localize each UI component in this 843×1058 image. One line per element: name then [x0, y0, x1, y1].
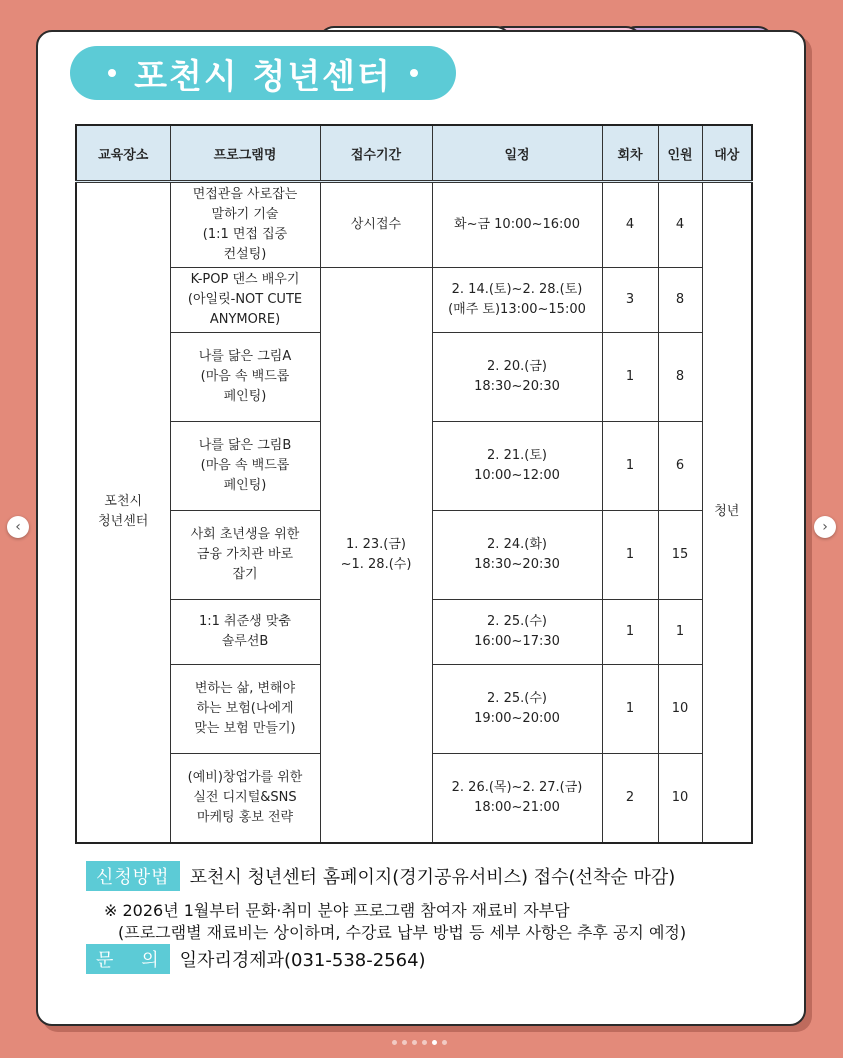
schedule-cell: 2. 25.(수) 16:00~17:30 — [432, 600, 602, 665]
carousel-dot[interactable] — [392, 1040, 397, 1045]
carousel-dot[interactable] — [442, 1040, 447, 1045]
note-line-2: (프로그램별 재료비는 상이하며, 수강료 납부 방법 등 세부 사항은 추후 공지 예정) — [118, 923, 687, 942]
people-cell: 10 — [658, 754, 702, 843]
carousel-dot[interactable] — [422, 1040, 427, 1045]
chevron-right-icon: › — [822, 519, 828, 535]
sessions-cell: 2 — [602, 754, 658, 843]
people-cell: 8 — [658, 333, 702, 422]
schedule-table — [75, 124, 753, 844]
sessions-cell: 1 — [602, 665, 658, 754]
carousel-dot-active[interactable] — [432, 1040, 437, 1045]
schedule-cell: 2. 24.(화) 18:30~20:30 — [432, 511, 602, 600]
schedule-cell: 2. 26.(목)~2. 27.(금) 18:00~21:00 — [432, 754, 602, 843]
table-row — [76, 182, 752, 268]
schedule-cell: 2. 20.(금) 18:30~20:30 — [432, 333, 602, 422]
header-schedule: 일정 — [432, 125, 602, 182]
sessions-cell: 1 — [602, 600, 658, 665]
header-period: 접수기간 — [320, 125, 432, 182]
sessions-cell: 1 — [602, 511, 658, 600]
title-dot-right — [410, 69, 418, 77]
chevron-left-icon: ‹ — [15, 519, 21, 535]
program-cell: 사회 초년생을 위한 금융 가치관 바로 잡기 — [170, 511, 320, 600]
schedule-cell: 2. 14.(토)~2. 28.(토) (매주 토)13:00~15:00 — [432, 268, 602, 333]
table-row — [76, 268, 752, 333]
table-header-row — [76, 125, 752, 182]
title-banner — [70, 46, 456, 100]
header-target: 대상 — [702, 125, 752, 182]
program-cell: 나를 닮은 그림B (마음 속 백드롭 페인팅) — [170, 422, 320, 511]
carousel-dot[interactable] — [412, 1040, 417, 1045]
program-cell: 면접관을 사로잡는 말하기 기술 (1:1 면접 집중 컨설팅) — [170, 182, 320, 268]
carousel-dot[interactable] — [402, 1040, 407, 1045]
apply-method — [86, 861, 675, 891]
contact-text: 일자리경제과(031-538-2564) — [179, 950, 426, 971]
sessions-cell: 3 — [602, 268, 658, 333]
note-line-1: ※ 2026년 1월부터 문화·취미 분야 프로그램 참여자 재료비 자부담 — [104, 901, 570, 920]
schedule-cell: 2. 21.(토) 10:00~12:00 — [432, 422, 602, 511]
contact-label: 문 의 — [86, 944, 170, 974]
period-cell: 상시접수 — [320, 182, 432, 268]
target-cell: 청년 — [702, 182, 752, 843]
period-cell: 1. 23.(금) ~1. 28.(수) — [320, 268, 432, 843]
apply-text: 포천시 청년센터 홈페이지(경기공유서비스) 접수(선착순 마감) — [189, 867, 676, 888]
program-cell: 변하는 삶, 변해야 하는 보험(나에게 맞는 보험 만들기) — [170, 665, 320, 754]
header-sessions: 회차 — [602, 125, 658, 182]
sessions-cell: 4 — [602, 182, 658, 268]
title-dot-left — [108, 69, 116, 77]
program-cell: K-POP 댄스 배우기 (아일릿-NOT CUTE ANYMORE) — [170, 268, 320, 333]
program-cell: 나를 닮은 그림A (마음 속 백드롭 페인팅) — [170, 333, 320, 422]
program-cell: (예비)창업가를 위한 실전 디지털&SNS 마케팅 홍보 전략 — [170, 754, 320, 843]
contact-info — [86, 944, 426, 974]
people-cell: 8 — [658, 268, 702, 333]
apply-label: 신청방법 — [86, 861, 180, 891]
people-cell: 10 — [658, 665, 702, 754]
sessions-cell: 1 — [602, 333, 658, 422]
header-program: 프로그램명 — [170, 125, 320, 182]
location-cell: 포천시 청년센터 — [76, 182, 170, 843]
people-cell: 4 — [658, 182, 702, 268]
schedule-cell: 2. 25.(수) 19:00~20:00 — [432, 665, 602, 754]
people-cell: 1 — [658, 600, 702, 665]
carousel-indicator — [392, 1040, 447, 1045]
header-people: 인원 — [658, 125, 702, 182]
page-title: 포천시 청년센터 — [134, 56, 392, 97]
prev-slide-button[interactable] — [7, 516, 29, 538]
header-location: 교육장소 — [76, 125, 170, 182]
sessions-cell: 1 — [602, 422, 658, 511]
people-cell: 15 — [658, 511, 702, 600]
people-cell: 6 — [658, 422, 702, 511]
schedule-cell: 화~금 10:00~16:00 — [432, 182, 602, 268]
program-cell: 1:1 취준생 맞춤 솔루션B — [170, 600, 320, 665]
next-slide-button[interactable] — [814, 516, 836, 538]
